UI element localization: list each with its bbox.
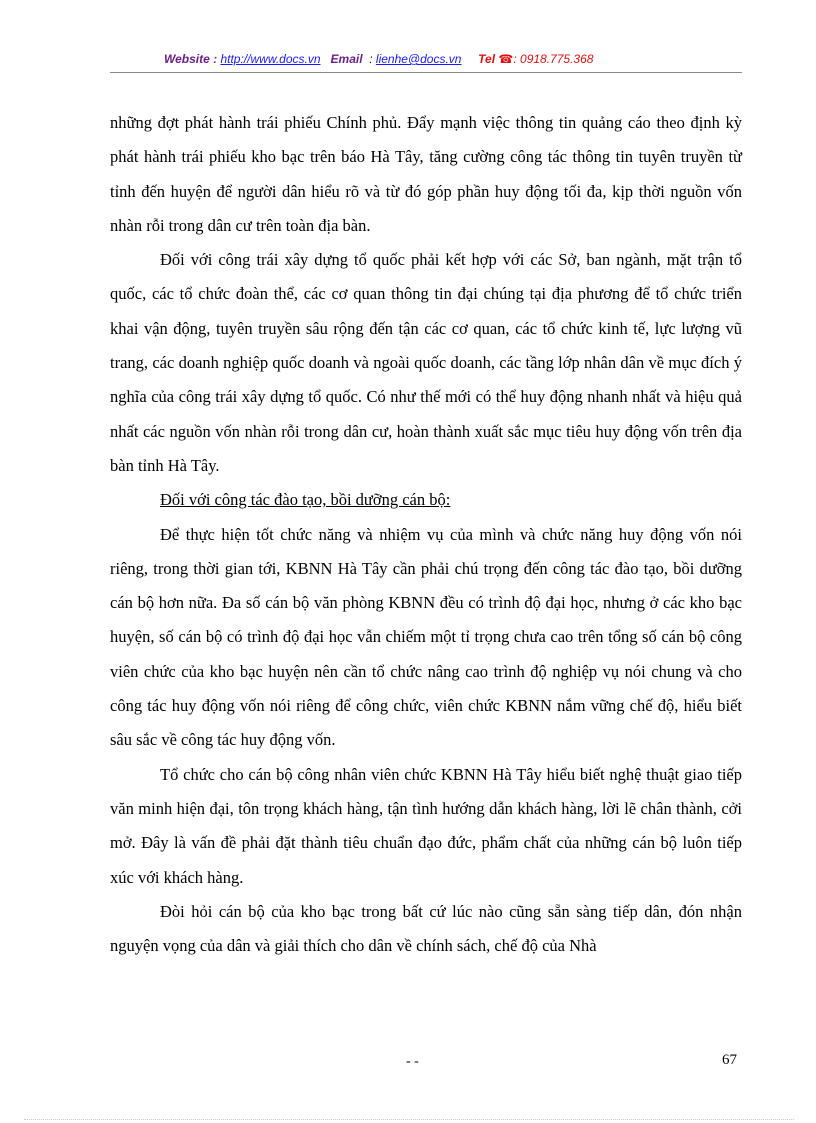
phone-icon: ☎ (498, 52, 514, 66)
email-label: Email (330, 52, 363, 66)
paragraph-5: Đòi hỏi cán bộ của kho bạc trong bất cứ lúc nào cũng sẵn sàng tiếp dân, đón nhận nguyện vọng của dân và giải thích cho dân về chính sách, chế độ của Nhà (110, 901, 742, 956)
paragraph-3: Để thực hiện tốt chức năng và nhiệm vụ của mình và chức năng huy động vốn nói riêng, trong thời gian tới, KBNN Hà Tây cần phải chú trọng đến công tác đào tạo, bồi dưỡng cán bộ hơn nữa. Đa số cán bộ văn phòng KBNN đều có trình độ đại học, nhưng ở các kho bạc huyện, số cán bộ có trình độ đại học vẫn chiếm một tỉ trọng chưa cao trên tổng số cán bộ công viên chức của kho bạc huyện nên cần tổ chức nâng cao trình độ nghiệp vụ nói chung và cho công tác huy động vốn nói riêng để công chức, viên chức KBNN nắm vững chế độ, hiểu biết sâu sắc về công tác huy động vốn. (110, 524, 742, 750)
page-footer (0, 1052, 816, 1076)
footer-dashes: - - (406, 1054, 419, 1069)
section-heading: Đối với công tác đào tạo, bồi dưỡng cán bộ: (160, 490, 451, 510)
paragraph-4: Tổ chức cho cán bộ công nhân viên chức KBNN Hà Tây hiểu biết nghệ thuật giao tiếp văn minh hiện đại, tôn trọng khách hàng, tận tình hướng dẫn khách hàng, lời lẽ chân thành, cởi mở. Đây là vấn đề phải đặt thành tiêu chuẩn đạo đức, phẩm chất của những cán bộ luôn tiếp xúc với khách hàng. (110, 764, 742, 887)
email-separator: : (369, 52, 373, 66)
paragraph-1: những đợt phát hành trái phiếu Chính phủ. Đẩy mạnh việc thông tin quảng cáo theo định kỳ phát hành trái phiếu kho bạc trên báo Hà Tây, tăng cường công tác thông tin tuyên truyền từ tỉnh đến huyện để người dân hiểu rõ và từ đó góp phần huy động tối đa, kịp thời nguồn vốn nhàn rỗi trong dân cư trên toàn địa bàn. (110, 113, 742, 235)
tel-label: Tel (478, 52, 496, 66)
email-link[interactable]: lienhe@docs.vn (375, 52, 462, 66)
page-number: 67 (722, 1052, 737, 1068)
website-link[interactable]: http://www.docs.vn (220, 52, 321, 66)
paragraph-2: Đối với công trái xây dựng tổ quốc phải kết hợp với các Sở, ban ngành, mặt trận tổ quốc, các tổ chức đoàn thể, các cơ quan thông tin đại chúng tại địa phương để tổ chức triển khai vận động, tuyên truyền sâu rộng đến tận các cơ quan, các tổ chức kinh tế, lực lượng vũ trang, các doanh nghiệp quốc doanh và ngoài quốc doanh, các tầng lớp nhân dân về mục đích ý nghĩa của công trái xây dựng tổ quốc. Có như thế mới có thể huy động nhanh nhất và hiệu quả nhất các nguồn vốn nhàn rỗi trong dân cư, hoàn thành xuất sắc mục tiêu huy động vốn trên địa bàn tỉnh Hà Tây. (110, 250, 742, 475)
tel-value: : 0918.775.368 (513, 52, 594, 66)
page-header (110, 50, 742, 73)
document-body (110, 106, 742, 963)
bottom-divider (24, 1119, 794, 1120)
header-contact-line (164, 52, 593, 66)
website-label: Website : (164, 52, 218, 66)
